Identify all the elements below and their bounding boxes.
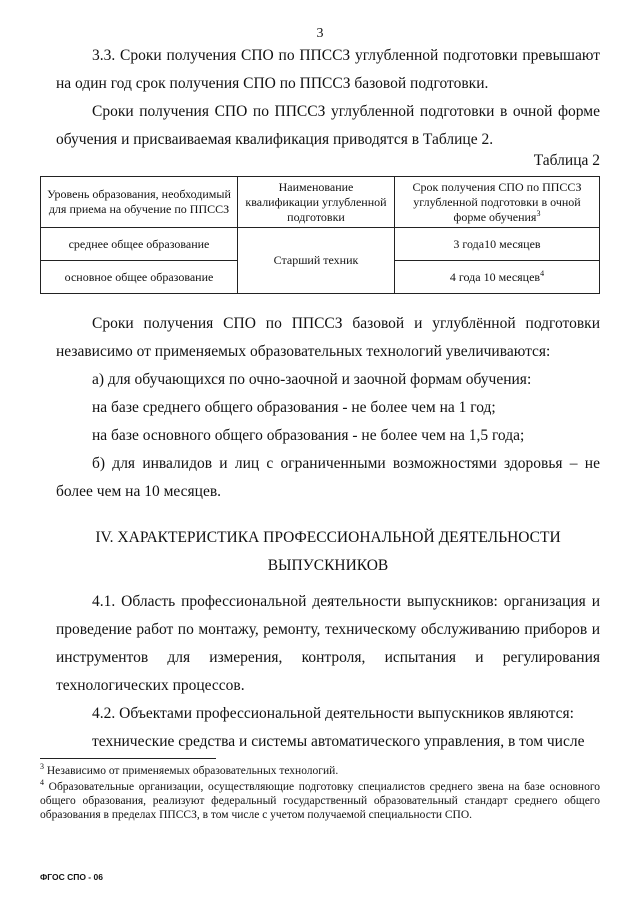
cell-term-text: 4 года 10 месяцев [449,269,541,284]
footnote-ref-4: 4 [540,268,545,278]
paragraph-objects: технические средства и системы автоматического управления, в том числе [92,733,585,750]
footnote-mark: 3 [40,762,44,772]
header-term [395,177,600,228]
footnote-3 [40,764,600,778]
header-qualification: Наименование квалификации углубленной подготовки [238,177,395,228]
header-term-text: Срок получения СПО по ППССЗ углубленной подготовки в очной форме обучения [412,179,582,224]
paragraph-4-2: 4.2. Объектами профессиональной деятельности выпускников являются: [92,705,574,722]
table-2 [40,176,600,294]
paragraph-4-1: 4.1. Область профессиональной деятельности выпускников: организация и проведение работ по монтажу, ремонту, техническому обслуживанию приборов и инструментов для измерения, контроля, испытания и регулирования технологических процессов. [56,593,600,694]
paragraph-table-intro: Сроки получения СПО по ППССЗ углубленной подготовки в очной форме обучения и присваиваемая квалификация приводятся в Таблице 2. [56,103,600,148]
section-heading-line-1: IV. ХАРАКТЕРИСТИКА ПРОФЕССИОНАЛЬНОЙ ДЕЯТЕЛЬНОСТИ [95,529,561,546]
paragraph-item-a: а) для обучающихся по очно-заочной и заочной формам обучения: [92,371,532,388]
header-education-level: Уровень образования, необходимый для приема на обучение по ППССЗ [41,177,238,228]
cell-term [395,261,600,294]
section-heading-line-2: ВЫПУСКНИКОВ [267,557,389,574]
paragraph-3-3: 3.3. Сроки получения СПО по ППССЗ углубленной подготовки превышают на один год срок получения СПО по ППССЗ базовой подготовки. [56,47,600,92]
cell-education-level: основное общее образование [41,261,238,294]
document-footer-code: ФГОС СПО - 06 [40,872,103,882]
table-header-row [41,177,600,228]
cell-education-level: среднее общее образование [41,228,238,261]
paragraph-item-b: б) для инвалидов и лиц с ограниченными возможностями здоровья – не более чем на 10 месяцев. [56,455,600,500]
table-caption: Таблица 2 [533,152,600,169]
footnote-mark: 4 [40,778,44,788]
table-row [41,228,600,261]
footnote-separator [40,758,216,759]
footnote-ref-3: 3 [536,208,541,218]
paragraph-secondary-base: на базе среднего общего образования - не более чем на 1 год; [92,399,496,416]
paragraph-basic-base: на базе основного общего образования - не более чем на 1,5 года; [92,427,525,444]
page-number: 3 [316,26,324,41]
paragraph-terms-increase: Сроки получения СПО по ППССЗ базовой и углублённой подготовки независимо от применяемых образовательных технологий увеличиваются: [56,315,600,360]
footnote-text: Образовательные организации, осуществляющие подготовку специалистов среднего звена на базе основного общего образования, реализуют федеральный государственный образовательный стандарт среднего общего образования в пределах ППССЗ, в том числе с учетом получаемой специальности СПО. [40,781,601,821]
footnote-text: Независимо от применяемых образовательных технологий. [46,765,339,777]
footnote-4 [40,780,600,822]
cell-term [395,228,600,261]
cell-qualification: Старший техник [238,228,395,294]
cell-term-text: 3 года10 месяцев [453,236,541,251]
